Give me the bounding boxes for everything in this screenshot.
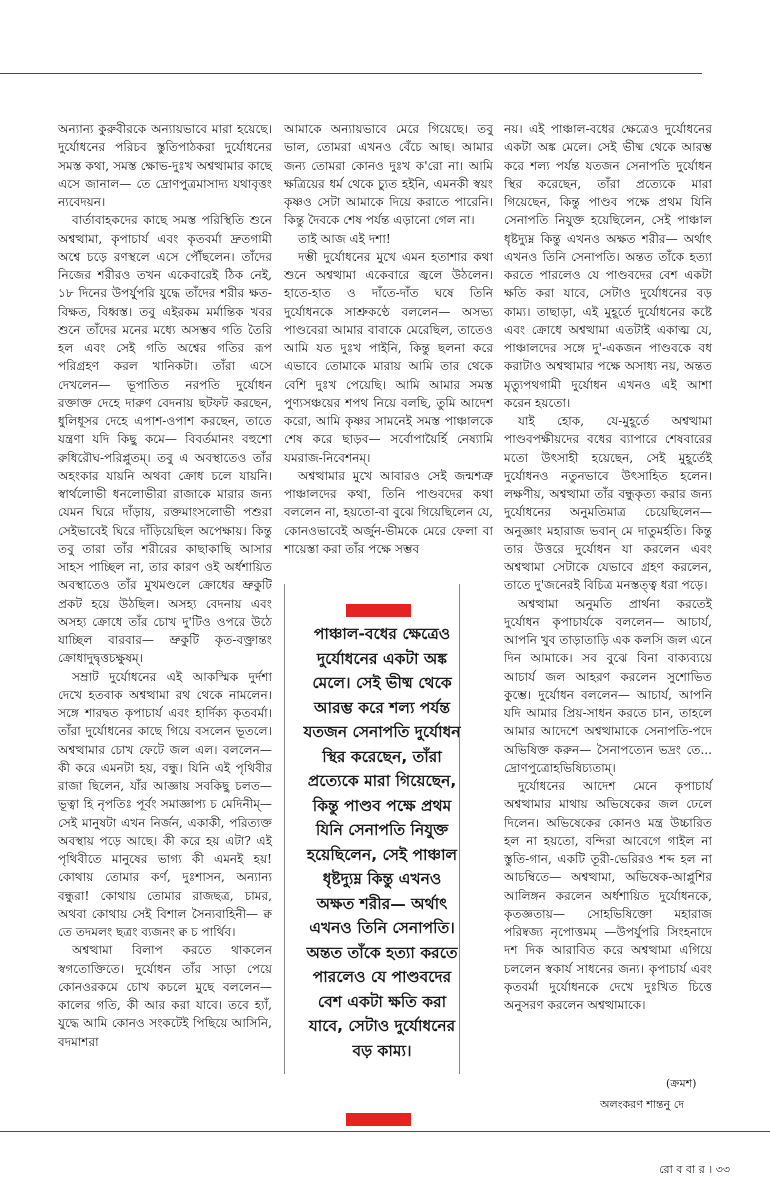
article-column-1 [58, 120, 272, 1051]
pull-quote-bottom-bar [346, 1113, 411, 1126]
pull-quote-text: পাঞ্চাল-বধের ক্ষেত্রেও দুর্যোধনের একটা অঙ্ক মেলে। সেই ভীষ্ম থেকে আরম্ভ করে শল্য পর্যন্ত যতজন সেনাপতি দুর্যোধন স্থির করেছেন, তাঁরা প্রত্যেকে মারা গিয়েছেন, কিন্তু পাণ্ডব পক্ষে প্রথম যিনি সেনাপতি নিযুক্ত হয়েছিলেন, সেই পাঞ্চাল ধৃষ্টদ্যুম্ন কিন্তু এখনও অক্ষত শরীর— অর্থাৎ এখনও তিনি সেনাপতি। অন্তত তাঁকে হত্যা করতে পারলেও যে পাণ্ডবদের বেশ একটা ক্ষতি করা যাবে, সেটাও দুর্যোধনের বড় কাম্য। [303, 625, 461, 1060]
article-column-3 [504, 120, 712, 1014]
article-column-2 [284, 120, 493, 558]
paragraph: তাই আজ এই দশা! [298, 231, 391, 246]
page-number: ৩৩ [715, 1163, 730, 1176]
bottom-rule [0, 1131, 770, 1132]
paragraph: আমাকে অন্যায়ভাবে মেরে গিয়েছে। তবু ভাল, তোমরা এখনও বেঁচে আছ। আমার জন্য তোমরা কোনও দুঃখ ক'রো না। আমি ক্ষত্রিয়ের ধর্ম থেকে চ্যুত হইনি, এমনকী স্বয়ং কৃষ্ণও সেটা আমাকে দিয়ে করাতে পারেনি। কিন্তু দৈবকে শেষ পর্যন্ত এড়ানো গেল না। [284, 122, 493, 228]
paragraph: সম্রাট দুর্যোধনের এই আকস্মিক দুর্দশা দেখে হতবাক অশ্বত্থামা রথ থেকে নামলেন। সঙ্গে শারদ্বত কৃপাচার্য এবং হার্দিক্য কৃতবর্মা। তাঁরা দুর্যোধনের কাছে গিয়ে বসলেন ভূতলে। অশ্বত্থামার চোখ ফেটে জল এল। বললেন— কী করে এমনটা হয়, বন্ধু। যিনি এই পৃথিবীর রাজা ছিলেন, যাঁর আজ্ঞায় সবকিছু চলত— ভূত্বা হি নৃপতিঃ পূর্বং সমাজ্ঞাপ্য চ মেদিনীম্— সেই মানুষটা এখন নির্জন, একাকী, পরিত্যক্ত অবস্থায় পড়ে আছে। কী করে হয় এটা? এই পৃথিবীতে মানুষের ভাগ্য কী এমনই হয়! কোথায় তোমার কর্ণ, দুঃশাসন, অন্যান্য বন্ধুরা! কোথায় তোমার রাজছত্র, চামর, অথবা কোথায় সেই বিশাল সৈন্যবাহিনী— ক্ব তে তদমলং ছত্রং ব্যজনং ক্ব চ পার্থিব। [58, 669, 272, 939]
paragraph: অন্যান্য কুরুবীরকে অন্যায়ভাবে মারা হয়েছে। দুর্যোধনের পরিচব স্তুতিপাঠকরা দুর্যোধনের সমস্ত কথা, সমস্ত ক্ষোভ-দুঃখ অশ্বত্থামার কাছে এসে জানাল— তে দ্রোণপুত্রমাসাদ্য যথাবৃত্তং ন্যবেদয়ন। [58, 122, 272, 209]
pull-quote-top-bar [346, 604, 411, 617]
magazine-name: রো ব বা র [659, 1163, 705, 1176]
page-footer [659, 1161, 730, 1180]
paragraph: যাই হোক, যে-মুহূর্তে অশ্বত্থামা পাণ্ডবপক্ষীয়দের বধের ব্যাপারে শেষবারের মতো উৎসাহী হয়েছেন, সেই মুহূর্তেই দুর্যোধনও নতুনভাবে উৎসাহিত হলেন। লক্ষণীয়, অশ্বত্থামা তাঁর বন্ধুকৃত্য করার জন্য দুর্যোধনের অনুমতিমাত্র চেয়েছিলেন— অনুজ্ঞাং মহারাজ ভবান্ মে দাতুমর্হতি। কিন্তু তার উত্তরে দুর্যোধন যা করলেন এবং অশ্বত্থামা সেটাকে যেভাবে গ্রহণ করলেন, তাতে দু'জনেরই বিচিত্র মনস্তত্ত্ব ধরা পড়ে। [504, 414, 712, 593]
top-rule [0, 73, 702, 74]
paragraph: বার্তাবাহকদের কাছে সমস্ত পরিস্থিতি শুনে অশ্বত্থামা, কৃপাচার্য এবং কৃতবর্মা দ্রুতগামী অশ্বে চড়ে রণস্থলে এসে পৌঁছলেন। তাঁদের নিজের শরীরও তখন একেবারেই ঠিক নেই, ১৮ দিনের উপর্যুপরি যুদ্ধে তাঁদের শরীর ক্ষত-বিক্ষত, বিধ্বস্ত। তবু এইরকম মর্মান্তিক খবর শুনে তাঁদের মনের মধ্যে অসম্ভব গতি তৈরি হল এবং সেই গতি অশ্বের গতির রূপ পরিগ্রহণ করল খানিকটা। তাঁরা এসে দেখলেন— ভূপাতিত নরপতি দুর্যোধন রক্তাক্ত দেহে দারুণ বেদনায় ছটফট করছেন, ধুলিধূসর দেহে এপাশ-ওপাশ করছেন, তাতে যন্ত্রণা যদি কিছু কমে— বিবর্তমানং বহুশো রুধিরৌঘ-পরিপ্লুতম্। তবু এ অবস্থাতেও তাঁর অহংকার যায়নি অথবা ক্রোধ চলে যায়নি। স্বার্থলোভী ধনলোভীরা রাজাকে মারার জন্য যেমন ঘিরে দাঁড়ায়, রক্তমাংসলোভী পশুরা সেইভাবেই ঘিরে দাঁড়িয়েছিল অপেক্ষায়। কিন্তু তবু তারা তাঁর শরীরের কাছাকাছি আসার সাহস পাচ্ছিল না, তার কারণ ওই অর্ধশায়িত অবস্থাতেও তাঁর মুখমণ্ডলে ক্রোধের ভ্রুকুটি প্রকট হয়ে উঠছিল। অসহ্য বেদনায় এবং অসহ্য ক্রোধে তাঁর চোখ দু'টিও ওপরে উঠে যাচ্ছিল বারবার— ভ্রুকুটি কৃত-বক্ত্রান্তং ক্রোধাদুদ্বৃত্তচক্ষুষম্। [58, 213, 272, 666]
paragraph: অশ্বত্থামার মুখে আবারও সেই জন্মশত্রু পাঞ্চালদের কথা, তিনি পাণ্ডবদের কথা বললেন না, হয়তো-বা বুঝে গিয়েছিলেন যে, কোনওভাবেই অর্জুন-ভীমকে মেরে ফেলা বা শায়েস্তা করা তাঁর পক্ষে সম্ভব [284, 468, 493, 556]
paragraph: দুর্যোধনের আদেশ মেনে কৃপাচার্য অশ্বত্থামার মাথায় অভিষেকের জল ঢেলে দিলেন। অভিষেকের কোনও মন্ত্র উচ্চারিত হল না হয়তো, বন্দিরা আবেগে গাইল না স্তুতি-গান, একটি তূরী-ভেরিরও শব্দ হল না আচম্বিতে— অশ্বত্থামা, অভিষেক-আপ্লুশির আলিঙ্গন করলেন অর্ধশায়িত দুর্যোধনকে, কৃতজ্ঞতায়— সোহভিষিক্তো মহারাজ পরিষ্বজ্য নৃপোত্তমম্ —উপর্যুপরি সিংহনাদে দশ দিক আরাবিত করে অশ্বত্থামা এগিয়ে চললেন স্বকার্য সাধনের জন্য। কৃপাচার্য এবং কৃতবর্মা দুর্যোধনকে দেখে দুঃখিত চিত্তে অনুসরণ করলেন অশ্বত্থামাকে। [504, 779, 712, 1012]
paragraph: অশ্বত্থামা বিলাপ করতে থাকলেন স্বগতোক্তিতে। দুর্যোধন তাঁর সাড়া পেয়ে কোনওরকমে চোখ কচলে মুছে বললেন— কালের গতি, কী আর করা যাবে। তবে হ্যাঁ, যুদ্ধে আমি কোনও সংকটেই পিছিয়ে আসিনি, বদমাশরা [58, 943, 272, 1049]
footer-separator: । [708, 1163, 713, 1176]
paragraph: অশ্বত্থামা অনুমতি প্রার্থনা করতেই দুর্যোধন কৃপাচার্যকে বললেন— আচার্য, আপনি খুব তাড়াতাড়ি এক কলসি জল এনে দিন আমাকে। সব বুঝে বিনা বাক্যব্যয়ে আচার্য জল আহরণ করলেন সুশোভিত কুম্ভে। দুর্যোধন বললেন— আচার্য, আপনি যদি আমার প্রিয়-সাধন করতে চান, তাহলে আমার আদেশে অশ্বত্থামাকে সেনাপতি-পদে অভিষিক্ত করুন— সৈনাপত্যেন ভদ্রং তে... দ্রোণপুত্রোহভিষিচ্যতাম্। [504, 596, 712, 775]
continued-label: (ক্রমশ) [666, 1077, 697, 1090]
paragraph: দম্ভী দুর্যোধনের মুখে এমন হতাশার কথা শুনে অশ্বত্থামা একেবারে জ্বলে উঠলেন। হাতে-হাত ও দাঁতে-দাঁত ঘষে তিনি দুর্যোধনকে সাশ্রুকণ্ঠে বললেন— অসভ্য পাণ্ডবেরা আমার বাবাকে মেরেছিল, তাতেও আমি যত দুঃখ পাইনি, কিন্তু ছলনা করে এভাবে তোমাকে মারায় আমি তার থেকে বেশি দুঃখ পেয়েছি। আমি আমার সমস্ত পুণ্যসঞ্চয়ের শপথ নিয়ে বলছি, তুমি আদেশ করো, আমি কৃষ্ণর সামনেই সমস্ত পাঞ্চালকে শেষ করে ছাড়ব— সর্বোপায়ৈর্হি নেষ্যামি যমরাজ-নিবেশনম্। [284, 249, 493, 465]
paragraph: নয়। এই পাঞ্চাল-বধের ক্ষেত্রেও দুর্যোধনের একটা অঙ্ক মেলে। সেই ভীষ্ম থেকে আরম্ভ করে শল্য পর্যন্ত যতজন সেনাপতি দুর্যোধন স্থির করেছেন, তাঁরা প্রত্যেকে মারা গিয়েছেন, কিন্তু পাণ্ডব পক্ষে প্রথম যিনি সেনাপতি নিযুক্ত হয়েছিলেন, সেই পাঞ্চাল ধৃষ্টদ্যুম্ন কিন্তু এখনও অক্ষত শরীর— অর্থাৎ এখনও তিনি সেনাপতি। অন্তত তাঁকে হত্যা করতে পারলেও যে পাণ্ডবদের বেশ একটা ক্ষতি করা যাবে, সেটাও দুর্যোধনের বড় কাম্য। তাছাড়া, এই মুহূর্তে দুর্যোধনের কষ্টে এবং ক্রোধে অশ্বত্থামা এতটাই একাত্ম যে, পাঞ্চালদের সঙ্গে দু'-একজন পাণ্ডবকে বধ করাটাও অশ্বত্থামার পক্ষে অসাধ্য নয়, অন্তত মৃত্যুপথগামী দুর্যোধন এখনও এই আশা করেন হয়তো। [504, 122, 712, 410]
illustration-credit: অলংকরণ শান্তনু দে [600, 1098, 684, 1111]
